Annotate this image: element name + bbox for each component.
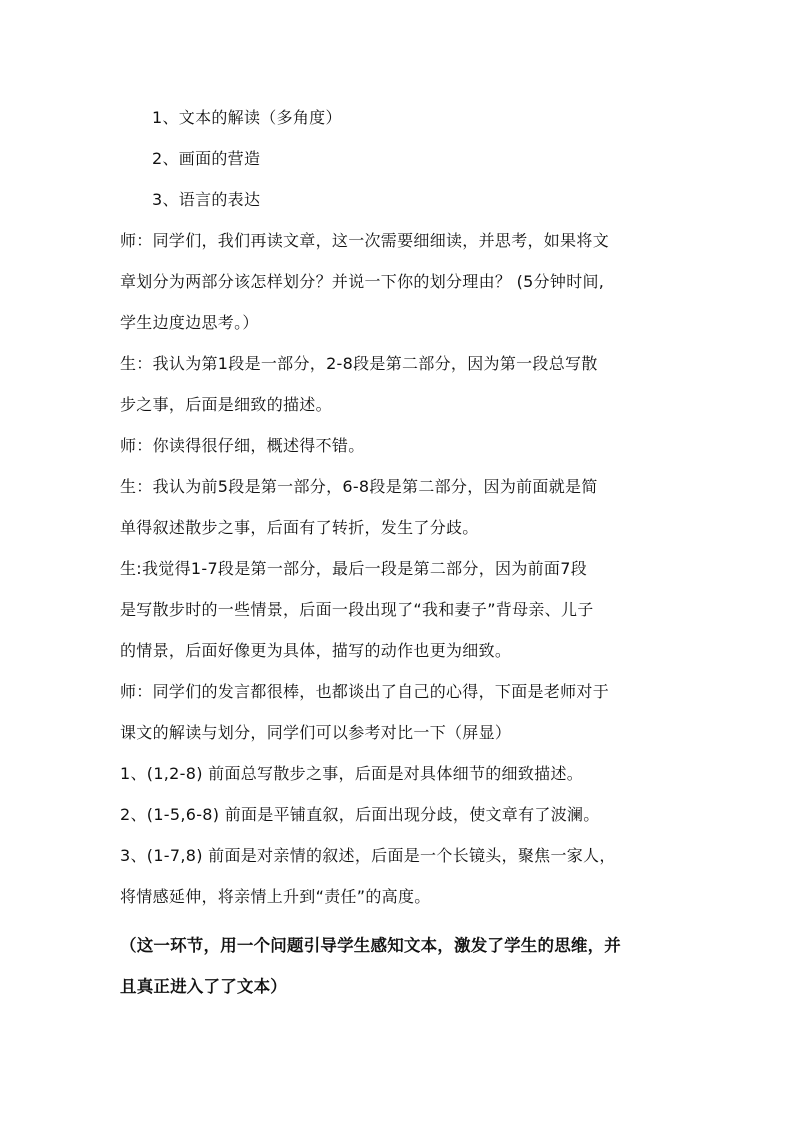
teaching-note-line: 且真正进入了了文本） xyxy=(120,977,287,996)
text-line: 生：我认为第1段是一部分，2-8段是第二部分，因为第一段总写散 xyxy=(120,354,598,373)
text-line: 师：同学们，我们再读文章，这一次需要细细读，并思考，如果将文 xyxy=(120,231,610,250)
outline-item-2: 2、画面的营造 xyxy=(152,149,261,168)
text-line: 是写散步时的一些情景，后面一段出现了“我和妻子”背母亲、儿子 xyxy=(120,600,594,619)
teaching-note-line: （这一环节，用一个问题引导学生感知文本，激发了学生的思维，并 xyxy=(120,936,621,955)
text-line: 步之事，后面是细致的描述。 xyxy=(120,395,332,414)
text-line: 3、(1-7,8) 前面是对亲情的叙述，后面是一个长镜头，聚焦一家人， xyxy=(120,846,616,865)
text-line: 2、(1-5,6-8) 前面是平铺直叙，后面出现分歧，使文章有了波澜。 xyxy=(120,805,600,824)
text-line: 将情感延伸，将亲情上升到“责任”的高度。 xyxy=(120,887,431,906)
text-line: 师：同学们的发言都很棒，也都谈出了自己的心得，下面是老师对于 xyxy=(120,682,610,701)
text-line: 章划分为两部分该怎样划分？并说一下你的划分理由？ (5分钟时间, xyxy=(120,272,605,291)
text-line: 学生边度边思考。） xyxy=(120,313,259,332)
text-line: 生:我觉得1-7段是第一部分，最后一段是第二部分，因为前面7段 xyxy=(120,559,588,578)
text-line: 师：你读得很仔细，概述得不错。 xyxy=(120,436,365,455)
outline-item-3: 3、语言的表达 xyxy=(152,190,261,209)
text-line: 生：我认为前5段是第一部分，6-8段是第二部分，因为前面就是简 xyxy=(120,477,598,496)
text-line: 的情景，后面好像更为具体，描写的动作也更为细致。 xyxy=(120,641,512,660)
text-line: 1、(1,2-8) 前面总写散步之事，后面是对具体细节的细致描述。 xyxy=(120,764,584,783)
text-line: 课文的解读与划分，同学们可以参考对比一下（屏显） xyxy=(120,723,512,742)
outline-item-1: 1、文本的解读（多角度） xyxy=(152,108,342,127)
text-line: 单得叙述散步之事，后面有了转折，发生了分歧。 xyxy=(120,518,479,537)
document-body xyxy=(120,97,680,1007)
